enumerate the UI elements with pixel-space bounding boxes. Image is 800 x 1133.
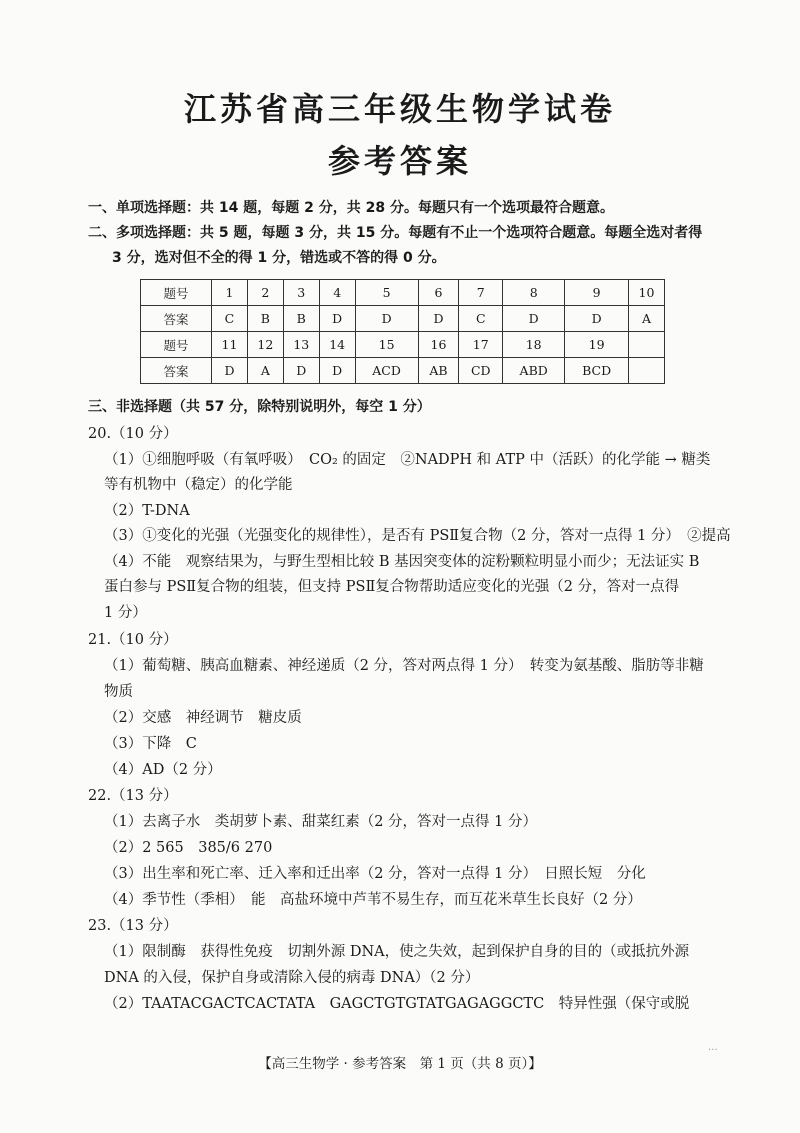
answer-line: （3）①变化的光强（光强变化的规律性），是否有 PSⅡ复合物（2 分，答对一点得 1 分） ②提高 (104, 528, 731, 544)
table-cell: 8 (503, 280, 565, 306)
table-cell: D (319, 358, 355, 384)
table-cell: D (319, 306, 355, 332)
answer-line: （2）T-DNA (104, 503, 190, 519)
answer-line: （1）①细胞呼吸（有氧呼吸） CO₂ 的固定 ②NADPH 和 ATP 中（活跃）的化学能 → 糖类 (104, 452, 711, 468)
table-row (141, 358, 665, 384)
table-cell: B (247, 306, 283, 332)
answer-line: 1 分） (104, 605, 147, 621)
table-cell: AB (418, 358, 459, 384)
question-header: 21.（10 分） (88, 632, 178, 648)
answer-line: （2）TAATACGACTCACTATA GAGCTGTGTATGAGAGGCTC 特异性强（保守或脱 (104, 996, 690, 1012)
table-cell: 答案 (141, 306, 212, 332)
answer-line: 物质 (104, 684, 133, 700)
answer-line: （1）去离子水 类胡萝卜素、甜菜红素（2 分，答对一点得 1 分） (104, 814, 538, 830)
question-header: 20.（10 分） (88, 426, 178, 442)
table-cell: 7 (459, 280, 503, 306)
answer-line: （2）2 565 385/6 270 (104, 840, 273, 856)
corner-mark: ... (708, 1042, 718, 1053)
table-cell: 6 (418, 280, 459, 306)
table-cell: 15 (355, 332, 418, 358)
table-cell: ACD (355, 358, 418, 384)
question-header: 22.（13 分） (88, 788, 178, 804)
answer-line: （4）AD（2 分） (104, 762, 222, 778)
table-cell: 题号 (141, 332, 212, 358)
answer-line: （3）下降 C (104, 736, 197, 752)
table-cell: 16 (418, 332, 459, 358)
table-cell: D (418, 306, 459, 332)
answer-line: （4）不能 观察结果为，与野生型相比较 B 基因突变体的淀粉颗粒明显小而少；无法证实 B (104, 554, 700, 570)
table-row (141, 332, 665, 358)
table-cell: 9 (565, 280, 629, 306)
document-subtitle: 参考答案 (327, 142, 472, 180)
table-cell: 19 (565, 332, 629, 358)
table-cell: 题号 (141, 280, 212, 306)
table-cell: 5 (355, 280, 418, 306)
table-cell: C (212, 306, 248, 332)
question-header: 23.（13 分） (88, 918, 178, 934)
answer-line: （1）限制酶 获得性免疫 切割外源 DNA，使之失效，起到保护自身的目的（或抵抗外源 (104, 944, 690, 960)
table-cell: 答案 (141, 358, 212, 384)
table-cell: 1 (212, 280, 248, 306)
table-cell: BCD (565, 358, 629, 384)
table-cell (629, 358, 665, 384)
multiple-choice-answer-table (140, 279, 665, 384)
table-cell: 13 (283, 332, 319, 358)
table-cell: 12 (247, 332, 283, 358)
table-cell: 18 (503, 332, 565, 358)
table-cell: 14 (319, 332, 355, 358)
document-title: 江苏省高三年级生物学试卷 (183, 90, 616, 128)
answer-line: （2）交感 神经调节 糖皮质 (104, 710, 302, 726)
answer-line: 等有机物中（稳定）的化学能 (104, 477, 293, 493)
answer-line: DNA 的入侵，保护自身或清除入侵的病毒 DNA）（2 分） (104, 970, 480, 986)
table-cell: A (629, 306, 665, 332)
table-cell: D (283, 358, 319, 384)
table-cell: ABD (503, 358, 565, 384)
table-cell: B (283, 306, 319, 332)
table-cell: 3 (283, 280, 319, 306)
answer-line: （4）季节性（季相） 能 高盐环境中芦苇不易生存，而互花米草生长良好（2 分） (104, 892, 642, 908)
table-cell: CD (459, 358, 503, 384)
answer-line: （1）葡萄糖、胰高血糖素、神经递质（2 分，答对两点得 1 分） 转变为氨基酸、脂肪等非糖 (104, 658, 704, 674)
table-cell: D (503, 306, 565, 332)
table-cell: D (565, 306, 629, 332)
table-cell: 11 (212, 332, 248, 358)
section-2-instructions: 二、多项选择题：共 5 题，每题 3 分，共 15 分。每题有不止一个选项符合题意。每题全选对者得 (88, 225, 703, 241)
table-cell: 4 (319, 280, 355, 306)
table-row (141, 280, 665, 306)
table-row (141, 306, 665, 332)
table-cell: 10 (629, 280, 665, 306)
table-cell: A (247, 358, 283, 384)
table-cell (629, 332, 665, 358)
section-2-instructions-cont: 3 分，选对但不全的得 1 分，错选或不答的得 0 分。 (112, 250, 446, 266)
table-cell: 2 (247, 280, 283, 306)
table-cell: 17 (459, 332, 503, 358)
table-cell: D (212, 358, 248, 384)
page-footer: 【高三生物学 · 参考答案 第 1 页（共 8 页）】 (258, 1056, 542, 1072)
section-3-instructions: 三、非选择题（共 57 分，除特别说明外，每空 1 分） (88, 399, 431, 415)
answer-line: （3）出生率和死亡率、迁入率和迁出率（2 分，答对一点得 1 分） 日照长短 分化 (104, 866, 646, 882)
section-1-instructions: 一、单项选择题：共 14 题，每题 2 分，共 28 分。每题只有一个选项最符合题意。 (88, 200, 614, 216)
table-cell: C (459, 306, 503, 332)
table-cell: D (355, 306, 418, 332)
answer-line: 蛋白参与 PSⅡ复合物的组装，但支持 PSⅡ复合物帮助适应变化的光强（2 分，答对一点得 (104, 579, 680, 595)
